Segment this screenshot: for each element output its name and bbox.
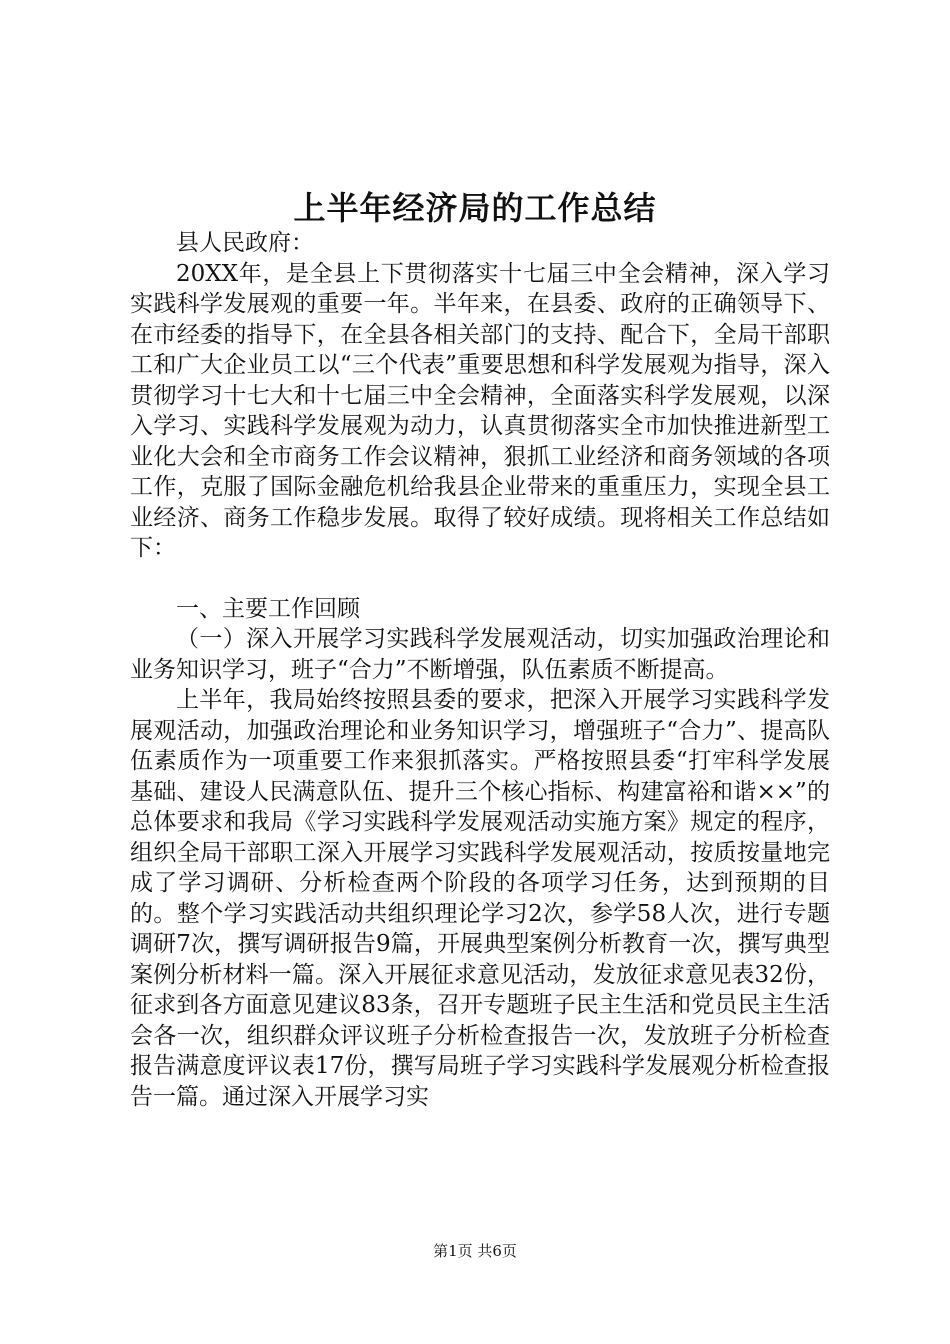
intro-paragraph: 20XX年，是全县上下贯彻落实十七届三中全会精神，深入学习实践科学发展观的重要一年。半年来，在县委、政府的正确领导下、在市经委的指导下，在全县各相关部门的支持、配合下，全局干部职工和广大企业员工以“三个代表”重要思想和科学发展观为指导，深入贯彻学习十七大和十七届三中全会精神，全面落实科学发展观，以深入学习、实践科学发展观为动力，认真贯彻落实全市加快推进新型工业化大会和全市商务工作会议精神，狠抓工业经济和商务领域的各项工作，克服了国际金融危机给我县企业带来的重重压力，实现全县工业经济、商务工作稳步发展。取得了较好成绩。现将相关工作总结如下：	[130, 260, 830, 561]
document-body	[130, 228, 830, 1112]
page-indicator: 第1页 共6页	[433, 1242, 517, 1260]
salutation: 县人民政府：	[176, 230, 314, 256]
body-paragraph: 上半年，我局始终按照县委的要求，把深入开展学习实践科学发展观活动，加强政治理论和业务知识学习，增强班子“合力”、提高队伍素质作为一项重要工作来狠抓落实。严格按照县委“打牢科学发展基础、建设人民满意队伍、提升三个核心指标、构建富裕和谐××”的总体要求和我局《学习实践科学发展观活动实施方案》规定的程序，组织全局干部职工深入开展学习实践科学发展观活动，按质按量地完成了学习调研、分析检查两个阶段的各项学习任务，达到预期的目的。整个学习实践活动共组织理论学习2次，参学58人次，进行专题调研7次，撰写调研报告9篇，开展典型案例分析教育一次，撰写典型案例分析材料一篇。深入开展征求意见活动，发放征求意见表32份，征求到各方面意见建议83条，召开专题班子民主生活和党员民主生活会各一次，组织群众评议班子分析检查报告一次，发放班子分析检查报告满意度评议表17份，撰写局班子学习实践科学发展观分析检查报告一篇。通过深入开展学习实	[130, 687, 830, 1110]
section-heading: 一、主要工作回顾	[176, 595, 360, 622]
document-title: 上半年经济局的工作总结	[293, 189, 657, 227]
subsection-heading: （一）深入开展学习实践科学发展观活动，切实加强政治理论和业务知识学习，班子“合力”不断增强，队伍素质不断提高。	[130, 626, 830, 683]
